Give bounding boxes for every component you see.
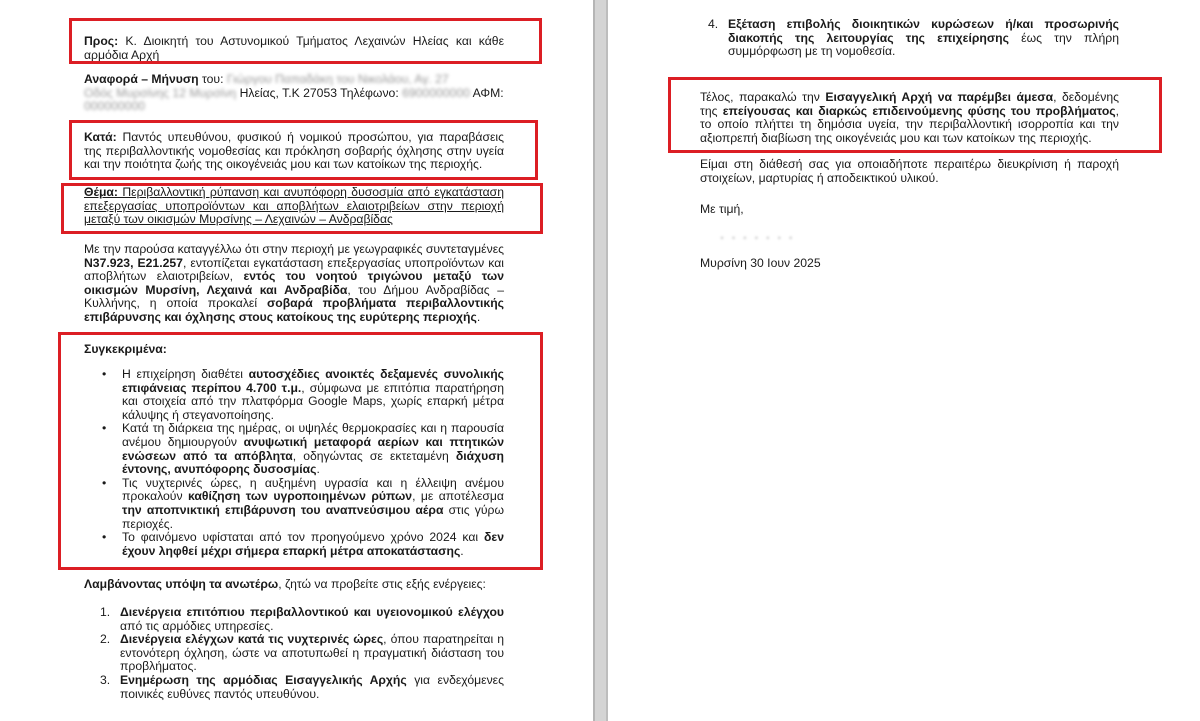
place-date	[700, 257, 1000, 271]
closing-regards	[700, 203, 1000, 217]
intro-text-4: .	[476, 309, 481, 324]
subject-label: Θέμα:	[84, 185, 118, 199]
gutter-edge	[593, 0, 595, 721]
availability-paragraph	[700, 158, 1119, 185]
document-page-left	[0, 0, 593, 721]
bullet-2-text-3: .	[316, 462, 320, 477]
recipient-label: Προς:	[84, 34, 119, 48]
final-text-2: , δεδομένης της	[700, 90, 1119, 118]
bullet-3-bold-2: την αποπνικτική επιβάρυνση του αναπνεύσιμου αέρα	[122, 502, 444, 517]
intro-bold-2: σοβαρά προβλήματα περιβαλλοντικής επιβάρυνσης και όχλησης στους κατοίκους της ευρύτερης περιοχής	[84, 296, 504, 324]
final-text-3: , το οποίο πλήττει τη δημόσια υγεία, την περιβαλλοντική ισορροπία και την αξιοπρεπή διαβίωση της οικογένειάς μου και των κατοίκων της περιοχής.	[700, 103, 1119, 145]
redacted-complainant-name: Γιώργου Παπαδάκη του Νικολάου, Αγ. 27	[226, 72, 449, 86]
redacted-afm: 000000000	[84, 99, 146, 114]
intro-text-1: Με την παρούσα καταγγέλλω ότι στην περιοχή με γεωγραφικές συντεταγμένες	[84, 242, 504, 256]
request-4-bold: Εξέταση επιβολής διοικητικών κυρώσεων ή/και προσωρινής διακοπής της λειτουργίας της επιχείρησης	[728, 17, 1119, 45]
report-label: Αναφορά – Μήνυση	[84, 72, 199, 86]
request-1-text: από τις αρμόδιες υπηρεσίες.	[120, 618, 274, 633]
afm-label: ΑΦΜ:	[469, 85, 504, 100]
request-number: 3.	[100, 672, 111, 687]
request-number: 4.	[708, 17, 719, 31]
bullet-4-text-2: .	[460, 543, 464, 558]
bullet-2-bold-2: διάχυση έντονης, ανυπόφορης δυσοσμίας	[122, 448, 504, 477]
list-item	[92, 606, 504, 633]
accused-text: Παντός υπευθύνου, φυσικού ή νομικού προσώπου, για παραβάσεις της περιβαλλοντικής νομοθεσίας και πρόκληση σοβαρής όχλησης στην υγεία και την ποιότητα ζωής της οικογένειάς μου και των κατοίκων της περιοχής.	[84, 130, 504, 172]
request-number: 2.	[100, 632, 111, 647]
specifics-list	[96, 368, 504, 558]
final-text-1: Τέλος, παρακαλώ την	[700, 90, 826, 104]
bullet-1-text-2: , σύμφωνα με επιτόπια παρατήρηση και στοιχεία από την πλατφόρμα Google Maps, χωρίς επαρκή μέτρα κάλυψης ή στεγανοποίησης.	[122, 380, 504, 422]
bullet-1-bold-1: αυτοσχέδιες ανοικτές δεξαμενές συνολικής επιφάνειας περίπου 4.700 τ.μ.	[122, 367, 504, 395]
place-date-text: Μυρσίνη 30 Ιουν 2025	[700, 256, 821, 270]
page-gutter	[593, 0, 608, 721]
list-item	[92, 633, 504, 674]
intro-paragraph	[84, 243, 504, 325]
considering-paragraph	[84, 578, 504, 592]
redacted-signature: · · · · · · ·	[720, 230, 795, 244]
bullet-icon: •	[102, 367, 107, 381]
availability-text: Είμαι στη διάθεσή σας για οποιαδήποτε περαιτέρω διευκρίνιση ή παροχή στοιχείων, μαρτυρίας ή αποδεικτικού υλικού.	[700, 157, 1119, 185]
request-2-bold: Διενέργεια ελέγχων κατά τις νυχτερινές ώρες	[120, 632, 384, 647]
bullet-4-bold-1: δεν έχουν ληφθεί μέχρι σήμερα επαρκή μέτρα αποκατάστασης	[122, 530, 504, 558]
signature	[720, 231, 920, 245]
list-item	[700, 18, 1119, 59]
bullet-3-text-3: στις γύρω περιοχές.	[122, 502, 504, 531]
bullet-icon: •	[102, 530, 107, 545]
intro-text-3: , του Δήμου Ανδραβίδας – Κυλλήνης, η οποία προκαλεί	[84, 282, 504, 311]
final-bold-2: επείγουσας και διαρκώς επιδεινούμενης φύσης του προβλήματος	[722, 103, 1116, 118]
request-number: 1.	[100, 605, 111, 619]
intro-text-2: , εντοπίζεται εγκατάσταση επεξεργασίας υποπροϊόντων και αποβλήτων ελαιοτριβείων,	[84, 255, 504, 284]
bullet-3-text-1: Τις νυχτερινές ώρες, η αυξημένη υγρασία και η έλλειψη ανέμου προκαλούν	[122, 475, 504, 504]
bullet-icon: •	[102, 475, 107, 490]
redacted-complainant-address: Οδός Μυρσίνης 12 Μυρσίνη	[84, 85, 237, 100]
recipient-text: Κ. Διοικητή του Αστυνομικού Τμήματος Λεχαινών Ηλείας και κάθε αρμόδια Αρχή	[84, 34, 504, 62]
list-item	[96, 531, 504, 558]
subject-text: Περιβαλλοντική ρύπανση και ανυπόφορη δυσοσμία από εγκατάσταση επεξεργασίας υποπροϊόντων και αποβλήτων ελαιοτριβείων στην περιοχή μεταξύ των οικισμών Μυρσίνης – Λεχαινών – Ανδραβίδας	[84, 185, 504, 227]
final-bold-1: Εισαγγελική Αρχή να παρέμβει άμεσα	[825, 90, 1054, 104]
request-3-bold: Ενημέρωση της αρμόδιας Εισαγγελικής Αρχής	[120, 672, 407, 687]
bullet-1-text-1: Η επιχείρηση διαθέτει	[122, 367, 249, 381]
bullet-icon: •	[102, 421, 107, 436]
bullet-2-text-1: Κατά τη διάρκεια της ημέρας, οι υψηλές θερμοκρασίες και η παρουσία ανέμου δημιουργούν	[122, 421, 504, 449]
bullet-2-text-2: , οδηγώντας σε εκτεταμένη	[292, 448, 456, 463]
intro-coordinates: N37.923, E21.257	[84, 255, 183, 270]
recipient-block	[84, 35, 504, 62]
list-item	[96, 422, 504, 476]
regards-text: Με τιμή,	[700, 202, 744, 216]
considering-text: , ζητώ να προβείτε στις εξής ενέργειες:	[278, 577, 486, 591]
accused-label: Κατά:	[84, 130, 117, 144]
bullet-3-bold-1: καθίζηση των υγροποιημένων ρύπων	[187, 489, 413, 504]
final-request-paragraph	[700, 91, 1119, 145]
bullet-2-bold-1: ανυψωτική μεταφορά αερίων και πτητικών ενώσεων από τα απόβλητα	[122, 434, 504, 463]
list-item	[96, 368, 504, 422]
request-2-text: , όπου παρατηρείται η εντονότερη όχληση, ώστε να αποτυπωθεί η πραγματική διάσταση του προβλήματος.	[120, 632, 504, 674]
specifics-heading-text: Συγκεκριμένα:	[84, 342, 167, 356]
list-item	[92, 674, 504, 701]
document-page-right	[608, 0, 1200, 721]
bullet-4-text-1: Το φαινόμενο υφίσταται από τον προηγούμενο χρόνο 2024 και	[122, 530, 485, 545]
subject-block	[84, 186, 504, 227]
requests-list-continued	[700, 18, 1119, 59]
complainant-block	[84, 73, 504, 114]
request-1-bold: Διενέργεια επιτόπιου περιβαλλοντικού και υγειονομικού ελέγχου	[120, 605, 504, 619]
report-line1-text: του:	[198, 72, 227, 86]
intro-bold-1: εντός του νοητού τριγώνου μεταξύ των οικισμών Μυρσίνη, Λεχαινά και Ανδραβίδα	[84, 269, 504, 297]
report-line2-text: Ηλείας, Τ.Κ 27053 Τηλέφωνο:	[236, 85, 403, 100]
request-4-text: έως την πλήρη συμμόρφωση με τη νομοθεσία.	[728, 30, 1119, 59]
list-item	[96, 477, 504, 531]
considering-bold: Λαμβάνοντας υπόψη τα ανωτέρω	[84, 577, 279, 591]
accused-block	[84, 131, 504, 172]
request-3-text: για ενδεχόμενες ποινικές ευθύνες παντός υπευθύνου.	[120, 672, 504, 701]
bullet-3-text-2: , με αποτέλεσμα	[412, 489, 504, 504]
redacted-phone: 6900000000	[402, 85, 470, 100]
requests-list	[92, 606, 504, 701]
specifics-heading	[84, 343, 504, 357]
